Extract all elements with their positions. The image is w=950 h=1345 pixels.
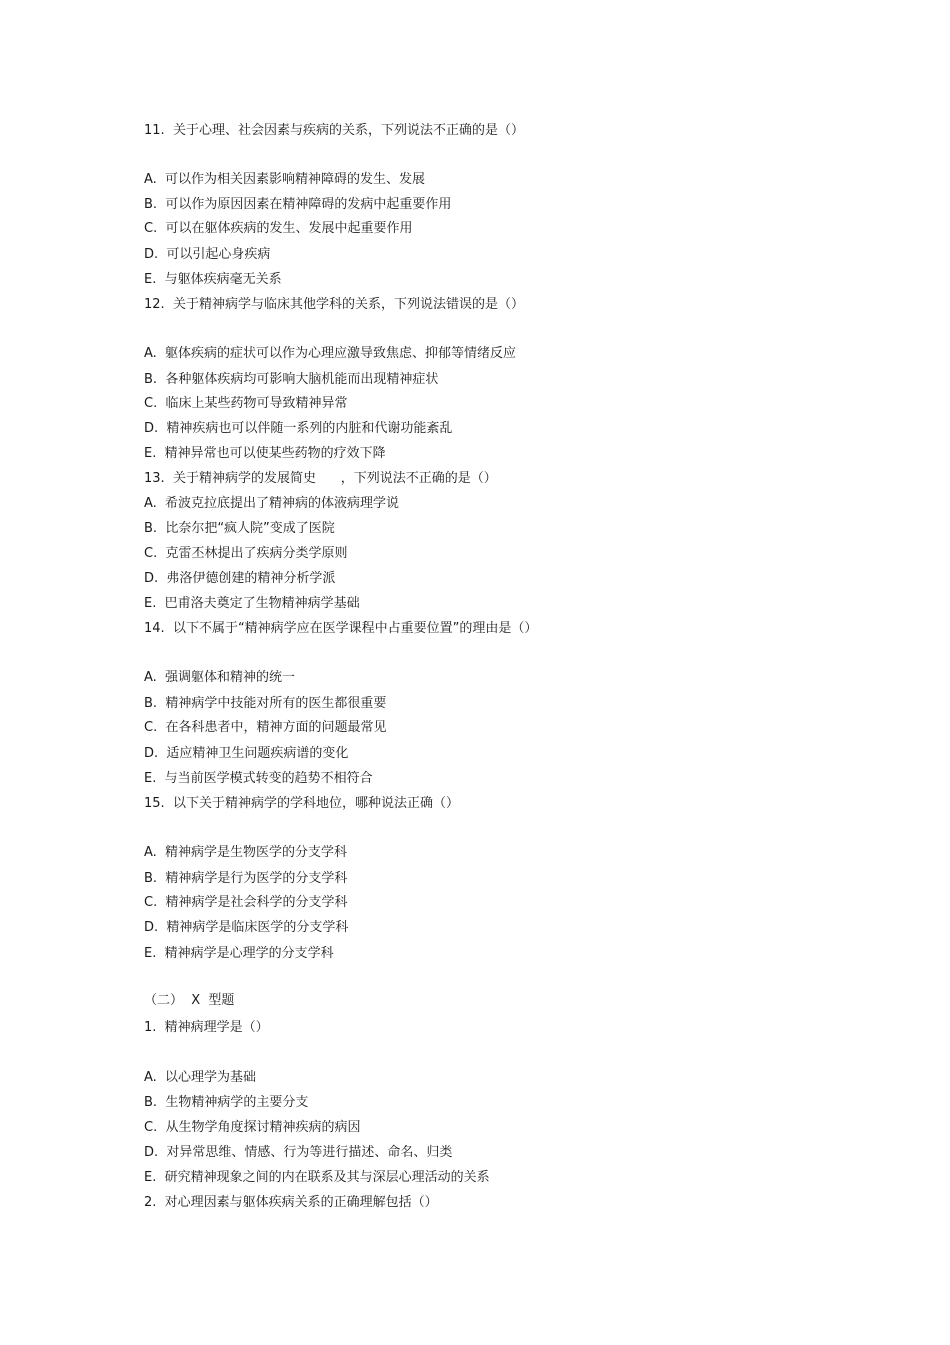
option-13-c: C. 克雷丕林提出了疾病分类学原则 [144, 546, 348, 561]
question-14: 14. 以下不属于“精神病学应在医学课程中占重要位置”的理由是（） [144, 621, 538, 636]
option-13-a: A. 希波克拉底提出了精神病的体液病理学说 [144, 496, 400, 511]
option-14-e: E. 与当前医学模式转变的趋势不相符合 [144, 771, 373, 786]
option-15-d: D. 精神病学是临床医学的分支学科 [144, 920, 349, 935]
option-15-c: C. 精神病学是社会科学的分支学科 [144, 895, 348, 910]
option-15-a: A. 精神病学是生物医学的分支学科 [144, 845, 348, 860]
option-x1-c: C. 从生物学角度探讨精神疾病的病因 [144, 1120, 361, 1135]
question-13: 13. 关于精神病学的发展简史 ，下列说法不正确的是（） [144, 471, 497, 486]
question-x2: 2. 对心理因素与躯体疾病关系的正确理解包括（） [144, 1195, 438, 1210]
option-13-e: E. 巴甫洛夫奠定了生物精神病学基础 [144, 596, 360, 611]
question-15: 15. 以下关于精神病学的学科地位，哪种说法正确（） [144, 796, 459, 811]
option-11-e: E. 与躯体疾病毫无关系 [144, 272, 282, 287]
option-11-c: C. 可以在躯体疾病的发生、发展中起重要作用 [144, 221, 413, 236]
option-12-d: D. 精神疾病也可以伴随一系列的内脏和代谢功能紊乱 [144, 421, 453, 436]
option-15-e: E. 精神病学是心理学的分支学科 [144, 946, 334, 961]
question-12: 12. 关于精神病学与临床其他学科的关系，下列说法错误的是（） [144, 297, 524, 312]
option-15-b: B. 精神病学是行为医学的分支学科 [144, 871, 348, 886]
question-11: 11. 关于心理、社会因素与疾病的关系，下列说法不正确的是（） [144, 123, 524, 138]
option-14-c: C. 在各科患者中，精神方面的问题最常见 [144, 720, 387, 735]
option-11-d: D. 可以引起心身疾病 [144, 247, 271, 262]
section-heading-x-type: （二） X 型题 [144, 993, 235, 1008]
option-14-b: B. 精神病学中技能对所有的医生都很重要 [144, 696, 387, 711]
option-x1-d: D. 对异常思维、情感、行为等进行描述、命名、归类 [144, 1145, 453, 1160]
option-11-b: B. 可以作为原因因素在精神障碍的发病中起重要作用 [144, 197, 452, 212]
option-13-b: B. 比奈尔把“疯人院”变成了医院 [144, 521, 335, 536]
option-11-a: A. 可以作为相关因素影响精神障碍的发生、发展 [144, 172, 426, 187]
option-12-a: A. 躯体疾病的症状可以作为心理应激导致焦虑、抑郁等情绪反应 [144, 346, 517, 361]
option-x1-b: B. 生物精神病学的主要分支 [144, 1095, 309, 1110]
option-12-b: B. 各种躯体疾病均可影响大脑机能而出现精神症状 [144, 372, 439, 387]
option-12-e: E. 精神异常也可以使某些药物的疗效下降 [144, 446, 386, 461]
option-13-d: D. 弗洛伊德创建的精神分析学派 [144, 571, 336, 586]
option-x1-e: E. 研究精神现象之间的内在联系及其与深层心理活动的关系 [144, 1170, 490, 1185]
option-14-a: A. 强调躯体和精神的统一 [144, 670, 296, 685]
option-x1-a: A. 以心理学为基础 [144, 1070, 257, 1085]
question-x1: 1. 精神病理学是（） [144, 1020, 269, 1035]
option-12-c: C. 临床上某些药物可导致精神异常 [144, 396, 348, 411]
option-14-d: D. 适应精神卫生问题疾病谱的变化 [144, 746, 349, 761]
